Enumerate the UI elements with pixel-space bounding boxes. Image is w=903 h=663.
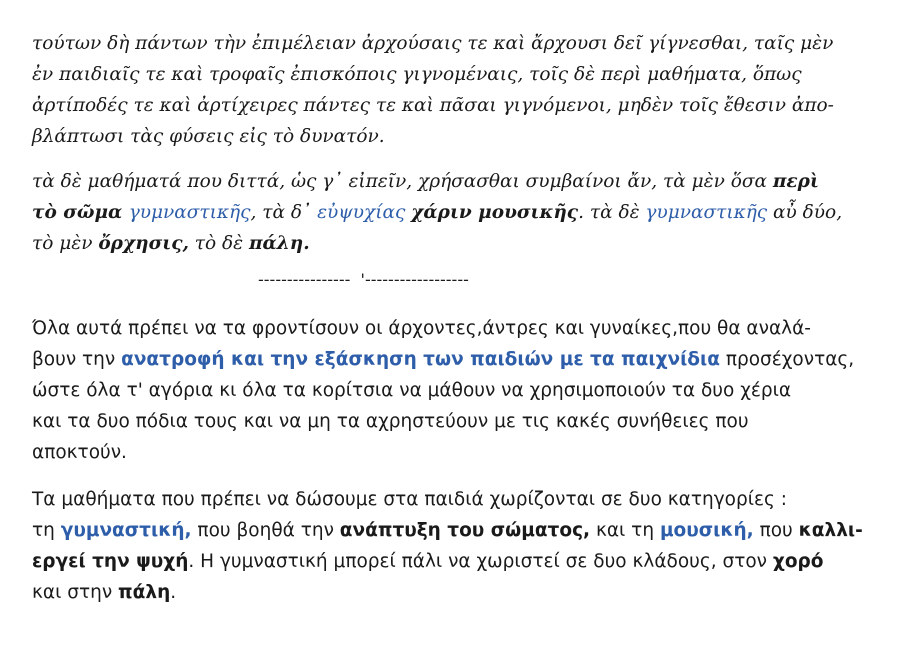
ancient-greek-paragraph-1 (32, 28, 883, 152)
text-line: και τα δυο πόδια τους και να μη τα αχρηστεύουν με τις κακές συνήθειες που (32, 411, 749, 432)
text-line (32, 546, 883, 577)
highlight-text: εὐψυχίας (317, 202, 406, 223)
text-run: τὸ μὲν (32, 233, 99, 254)
text-run: αὖ δύο, (767, 202, 843, 223)
text-run: που βοηθά την (191, 520, 340, 541)
text-run: τὸ δὲ (188, 233, 249, 254)
highlight-text: γυμναστικῆς (645, 202, 768, 223)
text-line: ώστε όλα τ' αγόρια κι όλα τα κορίτσια να μάθουν να χρησιμοποιούν τα δυο χέρια (32, 380, 792, 401)
separator-line: ---------------- '------------------ (258, 270, 469, 289)
text-line (32, 577, 883, 608)
bold-text: πάλη. (249, 233, 310, 254)
text-run: που (753, 520, 799, 541)
text-line: τούτων δὴ πάντων τὴν ἐπιμέλειαν ἀρχούσαις τε καὶ ἄρχουσι δεῖ γίγνεσθαι, ταῖς μὲν (32, 33, 834, 54)
text-line (32, 197, 883, 228)
text-line (32, 228, 883, 259)
bold-text: ὄρχησις, (98, 233, 189, 254)
text-run: βουν την (32, 349, 122, 370)
text-line (32, 344, 883, 375)
ancient-greek-paragraph-2 (32, 166, 883, 259)
text-line (32, 166, 883, 197)
text-line: Όλα αυτά πρέπει να τα φροντίσουν οι άρχοντες,άντρες και γυναίκες,που θα αναλά- (32, 318, 811, 339)
text-run: προσέχοντας, (719, 349, 855, 370)
text-run: . (170, 582, 177, 603)
bold-text: ανάπτυξη του σώματος, (339, 520, 591, 541)
text-run: . Η γυμναστική μπορεί πάλι να χωριστεί σε δυο κλάδους, στον (188, 551, 773, 572)
text-line: Τα μαθήματα που πρέπει να δώσουμε στα παιδιά χωρίζονται σε δυο κατηγορίες : (32, 489, 787, 510)
highlight-bold-text: ανατροφή και την εξάσκηση των παιδιών με τα παιχνίδια (121, 349, 720, 370)
text-run: και στην (32, 582, 119, 603)
bold-text: περὶ (772, 171, 819, 192)
text-line: ἐν παιδιαῖς τε καὶ τροφαῖς ἐπισκόποις γιγνομέναις, τοῖς δὲ περὶ μαθήματα, ὅπως (32, 64, 802, 85)
text-line: αποκτούν. (32, 442, 127, 463)
text-run: και τη (590, 520, 660, 541)
bold-text: πάλη (118, 582, 171, 603)
text-line (32, 515, 883, 546)
text-run: , τὰ δ᾽ (250, 202, 318, 223)
text-run: τὰ δὲ μαθήματά που διττά, ὡς γ᾽ εἰπεῖν, χρήσασθαι συμβαίνοι ἄν, τὰ μὲν ὅσα (32, 171, 773, 192)
modern-greek-paragraph-1 (32, 313, 883, 468)
bold-text: εργεί την ψυχή (32, 551, 189, 572)
bold-text: καλλι- (798, 520, 863, 541)
bold-text: χορό (772, 551, 824, 572)
highlight-bold-text: μουσική, (659, 520, 754, 541)
text-run: . τὰ δὲ (578, 202, 646, 223)
highlight-text: γυμναστικῆς (128, 202, 251, 223)
modern-greek-paragraph-2 (32, 484, 883, 608)
text-run: τη (32, 520, 61, 541)
bold-text: χάριν μουσικῆς (411, 202, 579, 223)
text-line: βλάπτωσι τὰς φύσεις εἰς τὸ δυνατόν. (32, 126, 385, 147)
bold-text: τὸ σῶμα (32, 202, 129, 223)
highlight-bold-text: γυμναστική, (60, 520, 192, 541)
text-line: ἀρτίποδές τε καὶ ἀρτίχειρες πάντες τε καὶ πᾶσαι γιγνόμενοι, μηδὲν τοῖς ἔθεσιν ἀπο- (32, 95, 834, 116)
